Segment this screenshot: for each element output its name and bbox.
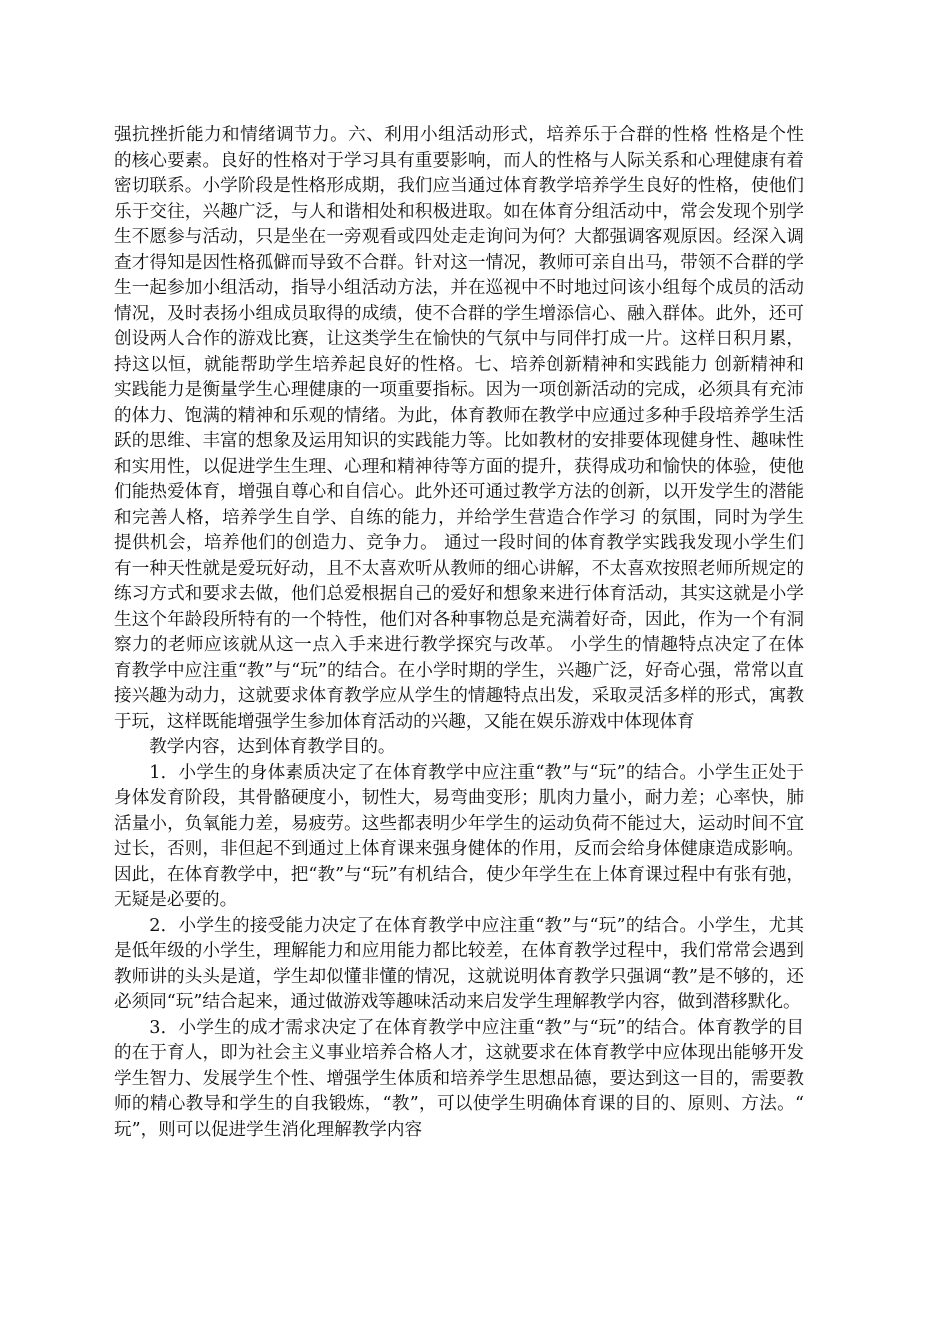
paragraph-continuation: 强抗挫折能力和情绪调节力。六、利用小组活动形式，培养乐于合群的性格 性格是个性的核心要素。良好的性格对于学习具有重要影响，而人的性格与人际关系和心理健康有着密切联系。小学阶段是性格形成期，我们应当通过体育教学培养学生良好的性格，使他们乐于交往，兴趣广泛，与人和谐相处和积极进取。如在体育分组活动中，常会发现个别学生不愿参与活动，只是坐在一旁观看或四处走走询问为何？大都强调客观原因。经深入调查才得知是因性格孤僻而导致不合群。针对这一情况，教师可亲自出马，带领不合群的学生一起参加小组活动，指导小组活动方法，并在巡视中不时地过问该小组每个成员的活动情况，及时表扬小组成员取得的成绩，使不合群的学生增添信心、融入群体。此外，还可创设两人合作的游戏比赛，让这类学生在愉快的气氛中与同伴打成一片。这样日积月累，持这以恒，就能帮助学生培养起良好的性格。七、培养创新精神和实践能力 创新精神和实践能力是衡量学生心理健康的一项重要指标。因为一项创新活动的完成，必须具有充沛的体力、饱满的精神和乐观的情绪。为此，体育教师在教学中应通过多种手段培养学生活跃的思维、丰富的想象及运用知识的实践能力等。比如教材的安排要体现健身性、趣味性和实用性，以促进学生生理、心理和精神待等方面的提升，获得成功和愉快的体验，使他们能热爱体育，增强自尊心和自信心。此外还可通过教学方法的创新，以开发学生的潜能和完善人格，培养学生自学、自练的能力，并给学生营造合作学习 的氛围，同时为学生提供机会，培养他们的创造力、竞争力。 通过一段时间的体育教学实践我发现小学生们有一种天性就是爱玩好动，且不太喜欢听从教师的细心讲解，不太喜欢按照老师所规定的练习方式和要求去做，他们总爱根据自己的爱好和想象来进行体育活动，其实这就是小学生这个年龄段所特有的一个特性，他们对各种事物总是充满着好奇，因此，作为一个有洞察力的老师应该就从这一点入手来进行教学探究与改革。 小学生的情趣特点决定了在体育教学中应注重“教”与“玩”的结合。在小学时期的学生，兴趣广泛，好奇心强，常常以直接兴趣为动力，这就要求体育教学应从学生的情趣特点出发，采取灵活多样的形式，寓教于玩，这样既能增强学生参加体育活动的兴趣，又能在娱乐游戏中体现体育 xyxy=(114,125,804,732)
paragraph-point-2: 2．小学生的接受能力决定了在体育教学中应注重“教”与“玩”的结合。小学生，尤其是低年级的小学生，理解能力和应用能力都比较差，在体育教学过程中，我们常常会遇到教师讲的头头是道，学生却似懂非懂的情况，这就说明体育教学只强调“教”是不够的，还必须同“玩”结合起来，通过做游戏等趣味活动来启发学生理解教学内容，做到潜移默化。 xyxy=(114,915,804,1012)
document-body xyxy=(114,123,804,1143)
paragraph-teaching-content: 教学内容，达到体育教学目的。 xyxy=(149,737,396,757)
paragraph-point-3: 3．小学生的成才需求决定了在体育教学中应注重“教”与“玩”的结合。体育教学的目的在于育人，即为社会主义事业培养合格人才，这就要求在体育教学中应体现出能够开发学生智力、发展学生个性、增强学生体质和培养学生思想品德，要达到这一目的，需要教师的精心教导和学生的自我锻炼，“教”，可以使学生明确体育课的目的、原则、方法。“玩”，则可以促进学生消化理解教学内容 xyxy=(114,1017,804,1140)
paragraph-point-1: 1．小学生的身体素质决定了在体育教学中应注重“教”与“玩”的结合。小学生正处于身体发育阶段，其骨骼硬度小，韧性大，易弯曲变形；肌肉力量小，耐力差；心率快，肺活量小，负氧能力差，易疲劳。这些都表明少年学生的运动负荷不能过大，运动时间不宜过长，否则，非但起不到通过上体育课来强身健体的作用，反而会给身体健康造成影响。因此，在体育教学中，把“教”与“玩”有机结合，使少年学生在上体育课过程中有张有弛，无疑是必要的。 xyxy=(114,762,804,910)
